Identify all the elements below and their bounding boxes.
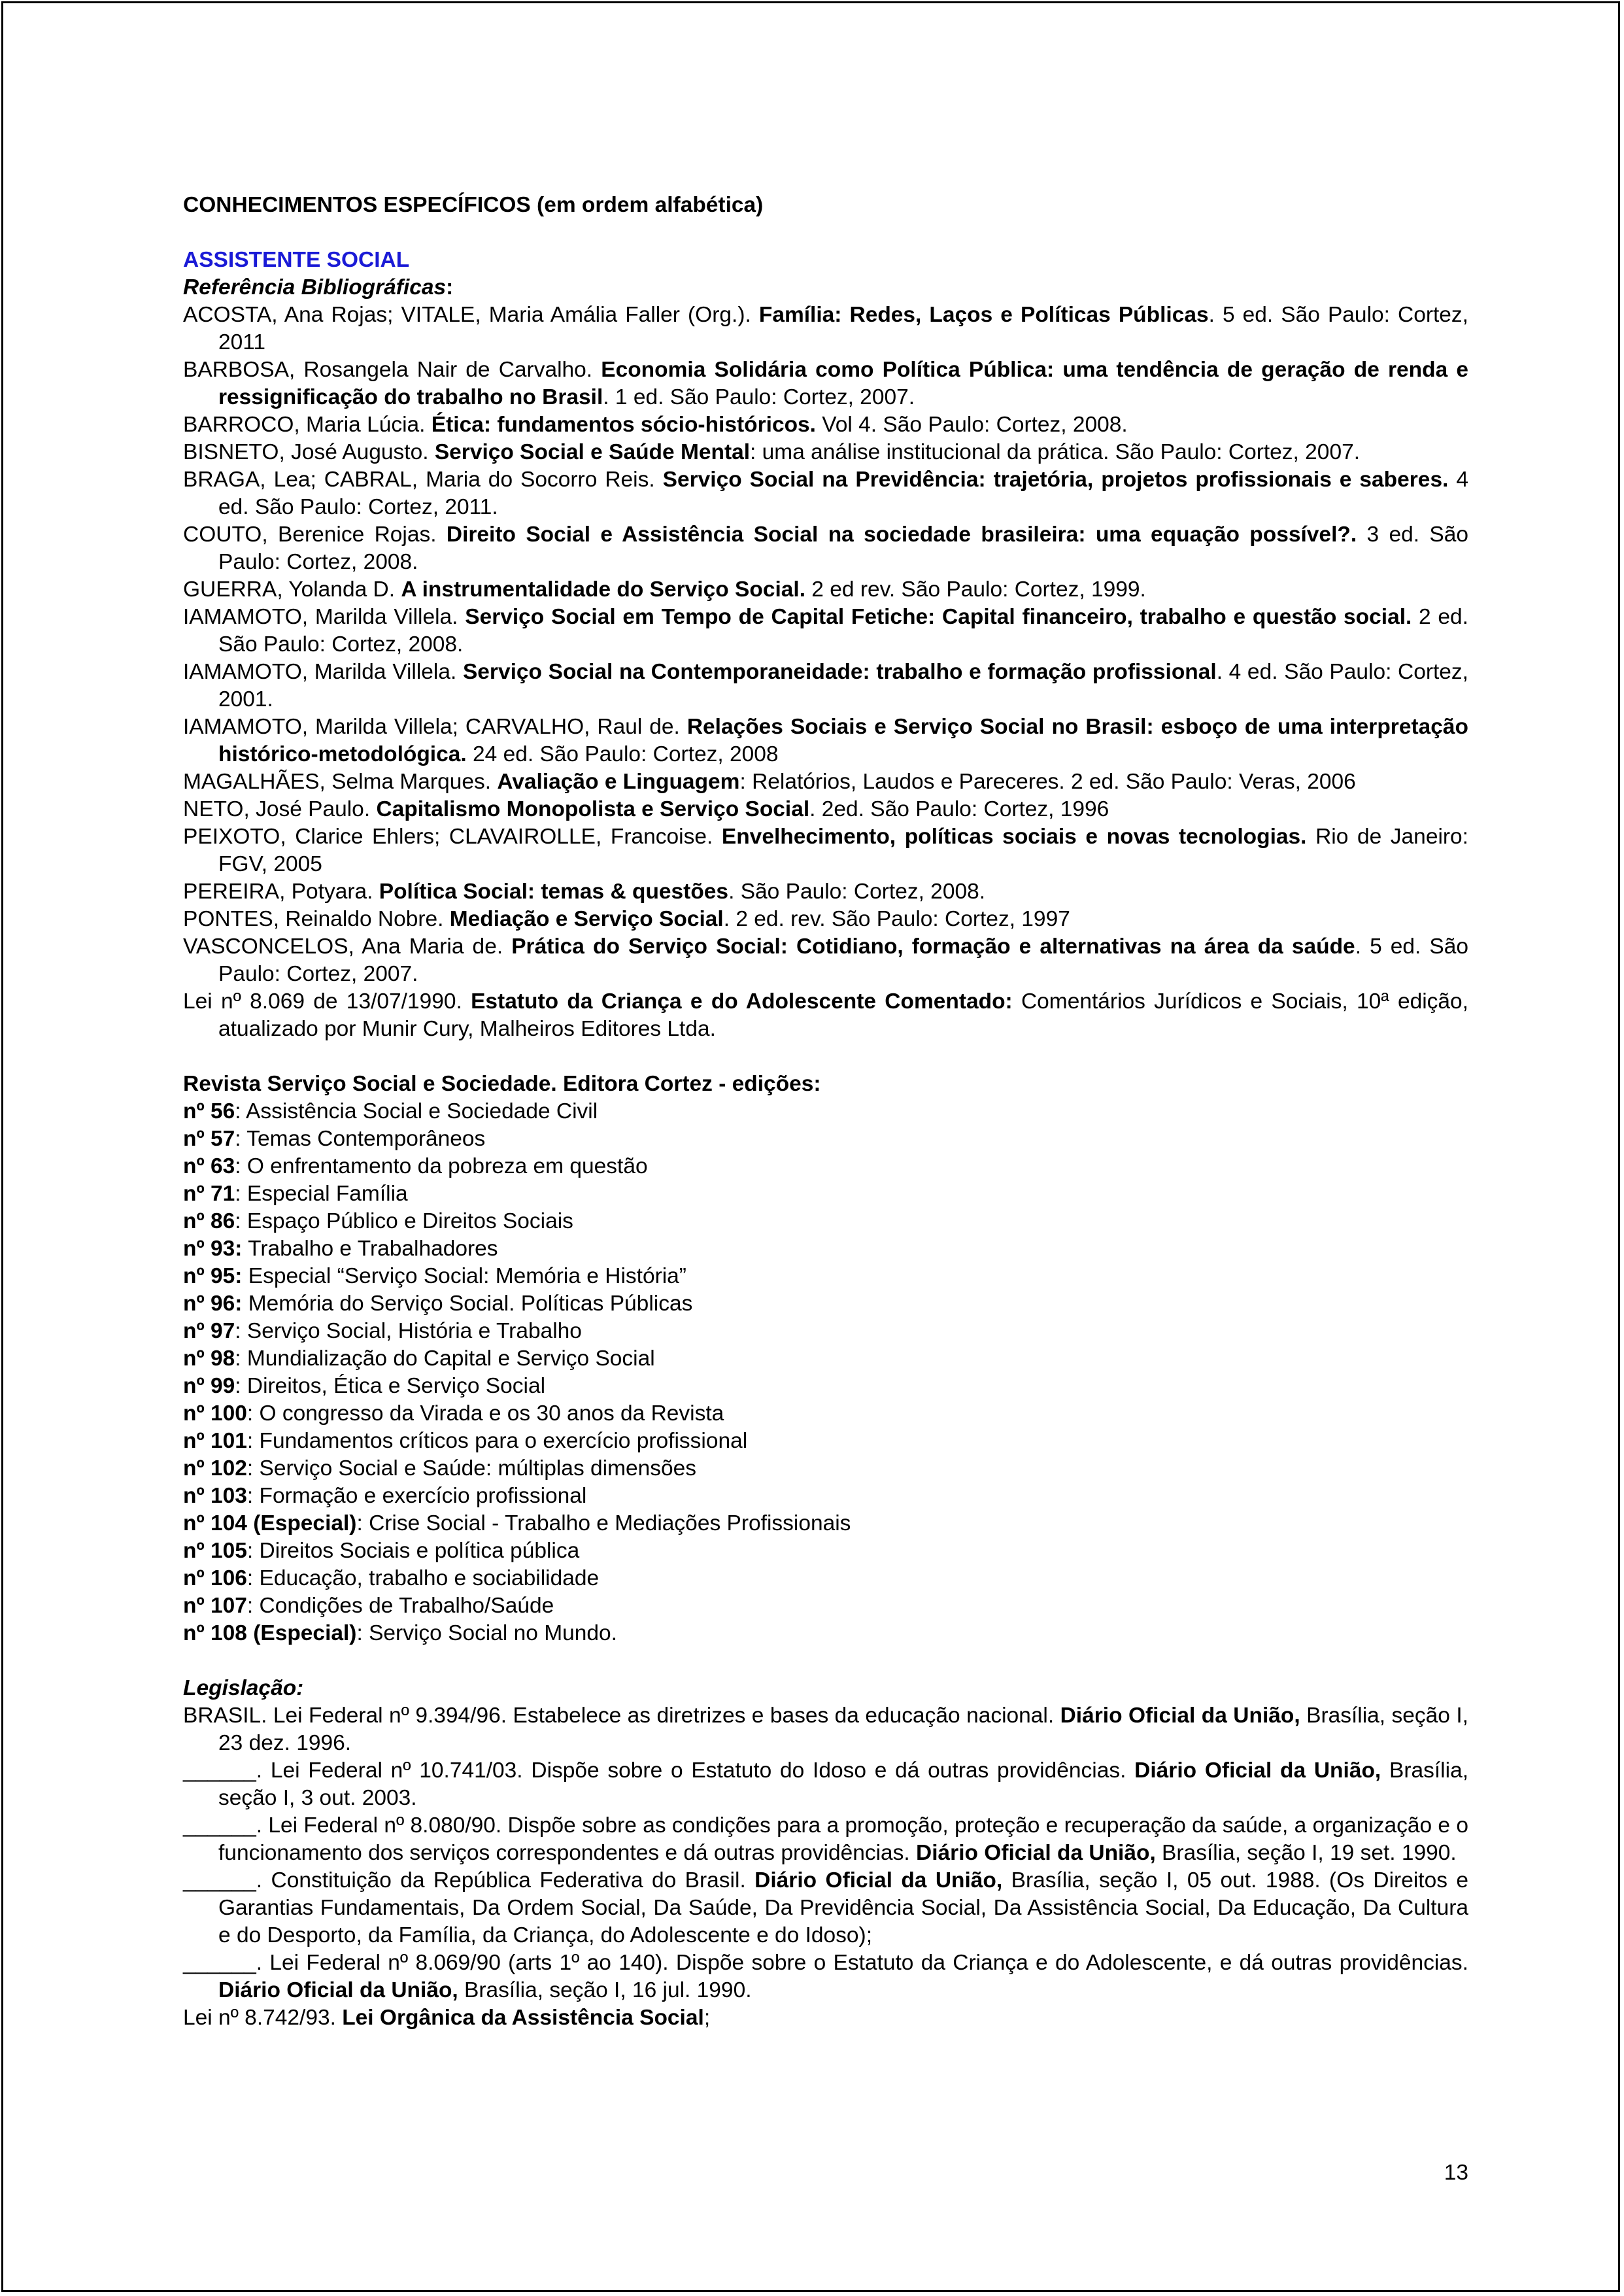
reference-entry-text: MAGALHÃES, Selma Marques. <box>183 770 498 794</box>
reference-entry-details: Rio de Janeiro: FGV, 2005 <box>218 825 1468 876</box>
legislation-entry-title: Diário Oficial da União, <box>1134 1758 1381 1783</box>
reference-entry-details: : Relatórios, Laudos e Pareceres. 2 ed. São Paulo: Veras, 2006 <box>739 770 1356 794</box>
reference-entry-details: . 4 ed. São Paulo: Cortez, 2001. <box>218 660 1468 711</box>
reference-entry <box>183 411 1468 439</box>
edition-item <box>183 1592 1468 1620</box>
legislation-entry-details: Brasília, seção I, 3 out. 2003. <box>218 1758 1469 1810</box>
edition-number: nº 57 <box>183 1127 235 1151</box>
legislation-entry-title: Diário Oficial da União, <box>1060 1704 1300 1728</box>
edition-item <box>183 1180 1468 1208</box>
reference-entry-text: IAMAMOTO, Marilda Villela. <box>183 605 465 629</box>
edition-title: : Crise Social - Trabalho e Mediações Profissionais <box>356 1511 851 1535</box>
reference-entry-title: Relações Sociais e Serviço Social no Brasil: esboço de uma interpretação histórico-metodológica. <box>218 715 1468 766</box>
reference-entry <box>183 604 1468 659</box>
legislation-entry-text: ______. Lei Federal nº 10.741/03. Dispõe sobre o Estatuto do Idoso e dá outras providências. <box>183 1758 1135 1783</box>
edition-item <box>183 1318 1468 1345</box>
edition-item <box>183 1098 1468 1125</box>
reference-entry-details: 24 ed. São Paulo: Cortez, 2008 <box>466 742 779 766</box>
reference-entry-details: . 2 ed. rev. São Paulo: Cortez, 1997 <box>723 907 1070 931</box>
reference-entry <box>183 439 1468 466</box>
reference-entry-text: BARROCO, Maria Lúcia. <box>183 413 431 437</box>
edition-title: : Formação e exercício profissional <box>246 1484 587 1508</box>
reference-entry <box>183 576 1468 604</box>
edition-title: Trabalho e Trabalhadores <box>242 1237 498 1261</box>
references-list <box>183 301 1468 1043</box>
reference-entry-text: VASCONCELOS, Ana Maria de. <box>183 934 512 959</box>
edition-title: : Serviço Social no Mundo. <box>356 1621 617 1645</box>
reference-entry <box>183 878 1468 906</box>
edition-number: nº 98 <box>183 1346 235 1371</box>
reference-entry <box>183 356 1468 411</box>
reference-entry-details: . São Paulo: Cortez, 2008. <box>728 880 986 904</box>
reference-entry <box>183 713 1468 768</box>
edition-title: : Educação, trabalho e sociabilidade <box>246 1566 600 1590</box>
edition-item <box>183 1373 1468 1400</box>
legislation-entry-text: ______. Constituição da República Federativa do Brasil. <box>183 1868 755 1893</box>
edition-title: : Temas Contemporâneos <box>235 1127 486 1151</box>
reference-entry <box>183 301 1468 356</box>
edition-item <box>183 1455 1468 1482</box>
edition-item <box>183 1428 1468 1455</box>
edition-item <box>183 1153 1468 1180</box>
edition-number: nº 102 <box>183 1456 247 1481</box>
page-number: 13 <box>1444 2161 1468 2185</box>
edition-title: : Fundamentos críticos para o exercício profissional <box>246 1429 748 1453</box>
legislation-entry-details: Brasília, seção I, 16 jul. 1990. <box>458 1978 752 2002</box>
edition-title: Especial “Serviço Social: Memória e História” <box>242 1264 686 1288</box>
edition-number: nº 56 <box>183 1099 235 1123</box>
legislation-entry-text: Lei nº 8.742/93. <box>183 2006 343 2030</box>
edition-number: nº 63 <box>183 1154 235 1178</box>
edition-item <box>183 1565 1468 1592</box>
role-title: ASSISTENTE SOCIAL <box>183 248 410 272</box>
edition-title: : O congresso da Virada e os 30 anos da Revista <box>246 1401 724 1426</box>
edition-item <box>183 1263 1468 1290</box>
reference-entry-title: Serviço Social na Previdência: trajetória, projetos profissionais e saberes. <box>662 468 1449 492</box>
reference-entry-title: Prática do Serviço Social: Cotidiano, formação e alternativas na área da saúde <box>511 934 1355 959</box>
edition-item <box>183 1400 1468 1428</box>
reference-entry-text: NETO, José Paulo. <box>183 797 377 821</box>
edition-title: : Assistência Social e Sociedade Civil <box>235 1099 598 1123</box>
edition-item <box>183 1537 1468 1565</box>
legislation-entry <box>183 1949 1468 2004</box>
edition-number: nº 106 <box>183 1566 247 1590</box>
reference-entry-details: . 2ed. São Paulo: Cortez, 1996 <box>809 797 1109 821</box>
revista-heading: Revista Serviço Social e Sociedade. Editora Cortez - edições: <box>183 1072 821 1096</box>
edition-title: : Espaço Público e Direitos Sociais <box>235 1209 573 1233</box>
reference-entry-title: Família: Redes, Laços e Políticas Públicas <box>758 303 1209 327</box>
reference-entry-details: : uma análise institucional da prática. São Paulo: Cortez, 2007. <box>750 440 1361 464</box>
reference-entry-details: Vol 4. São Paulo: Cortez, 2008. <box>815 413 1128 437</box>
reference-entry <box>183 906 1468 933</box>
reference-entry <box>183 466 1468 521</box>
edition-title: : Direitos, Ética e Serviço Social <box>235 1374 546 1398</box>
references-heading <box>183 274 1468 301</box>
edition-item <box>183 1125 1468 1153</box>
reference-entry-text: GUERRA, Yolanda D. <box>183 577 401 602</box>
edition-number: nº 93: <box>183 1237 243 1261</box>
reference-entry <box>183 659 1468 713</box>
document-body <box>183 192 1468 2032</box>
edition-item <box>183 1290 1468 1318</box>
reference-entry-title: Avaliação e Linguagem <box>497 770 740 794</box>
editions-list <box>183 1098 1468 1647</box>
edition-number: nº 108 (Especial) <box>183 1621 357 1645</box>
reference-entry <box>183 933 1468 988</box>
reference-entry-text: COUTO, Berenice Rojas. <box>183 523 447 547</box>
legislation-list <box>183 1702 1468 2032</box>
legislation-entry-text: ______. Lei Federal nº 8.069/90 (arts 1º ao 140). Dispõe sobre o Estatuto da Criança e do Adolescente, e dá outras providências. <box>183 1951 1468 1975</box>
edition-number: nº 101 <box>183 1429 247 1453</box>
edition-item <box>183 1620 1468 1647</box>
reference-entry-title: Ética: fundamentos sócio-históricos. <box>431 413 816 437</box>
reference-entry-text: PONTES, Reinaldo Nobre. <box>183 907 450 931</box>
legislation-entry-details: Brasília, seção I, 05 out. 1988. (Os Direitos e Garantias Fundamentais, Da Ordem Social, Da Saúde, Da Previdência Social, Da Assistência Social, Da Educação, Da Cultura e do Desporto, da Família, da Criança, do Adolescente e do Idoso); <box>218 1868 1469 1947</box>
edition-number: nº 104 (Especial) <box>183 1511 357 1535</box>
legislation-entry <box>183 1812 1468 1867</box>
edition-number: nº 99 <box>183 1374 235 1398</box>
reference-entry <box>183 823 1468 878</box>
edition-title: : O enfrentamento da pobreza em questão <box>235 1154 648 1178</box>
legislation-entry-details: Brasília, seção I, 23 dez. 1996. <box>218 1704 1468 1755</box>
edition-number: nº 105 <box>183 1539 247 1563</box>
reference-entry-title: Economia Solidária como Política Pública: uma tendência de geração de renda e ressignificação do trabalho no Brasil <box>218 358 1468 409</box>
edition-title: : Condições de Trabalho/Saúde <box>246 1594 554 1618</box>
reference-entry-title: A instrumentalidade do Serviço Social. <box>401 577 805 602</box>
edition-number: nº 96: <box>183 1292 243 1316</box>
reference-entry-details: . 1 ed. São Paulo: Cortez, 2007. <box>603 385 915 409</box>
legislation-entry-text: ______. Lei Federal nº 8.080/90. Dispõe sobre as condições para a promoção, proteção e recuperação da saúde, a organização e o funcionamento dos serviços correspondentes e dá outras providências. <box>183 1813 1468 1865</box>
edition-item <box>183 1345 1468 1373</box>
reference-entry-text: Lei nº 8.069 de 13/07/1990. <box>183 989 471 1014</box>
reference-entry-details: 2 ed rev. São Paulo: Cortez, 1999. <box>805 577 1146 602</box>
reference-entry-title: Serviço Social na Contemporaneidade: trabalho e formação profissional <box>462 660 1217 684</box>
legislation-entry-title: Diário Oficial da União, <box>754 1868 1003 1893</box>
section-heading: CONHECIMENTOS ESPECÍFICOS (em ordem alfabética) <box>183 193 764 217</box>
edition-number: nº 107 <box>183 1594 247 1618</box>
legislation-entry <box>183 2004 1468 2032</box>
reference-entry-details: . 5 ed. São Paulo: Cortez, 2011 <box>218 303 1468 354</box>
edition-item <box>183 1510 1468 1537</box>
legislation-entry-details: Brasília, seção I, 19 set. 1990. <box>1155 1841 1457 1865</box>
reference-entry-title: Capitalismo Monopolista e Serviço Social <box>376 797 810 821</box>
edition-number: nº 95: <box>183 1264 243 1288</box>
edition-number: nº 103 <box>183 1484 247 1508</box>
edition-item <box>183 1208 1468 1235</box>
reference-entry-text: IAMAMOTO, Marilda Villela. <box>183 660 463 684</box>
reference-entry-title: Serviço Social em Tempo de Capital Fetiche: Capital financeiro, trabalho e questão social. <box>465 605 1412 629</box>
legislation-entry <box>183 1867 1468 1949</box>
reference-entry-text: BISNETO, José Augusto. <box>183 440 435 464</box>
legislation-entry-title: Diário Oficial da União, <box>916 1841 1156 1865</box>
edition-title: Memória do Serviço Social. Políticas Públicas <box>242 1292 693 1316</box>
reference-entry-details: 2 ed. São Paulo: Cortez, 2008. <box>218 605 1468 657</box>
reference-entry-text: ACOSTA, Ana Rojas; VITALE, Maria Amália Faller (Org.). <box>183 303 759 327</box>
edition-title: : Mundialização do Capital e Serviço Social <box>235 1346 655 1371</box>
legislation-heading: Legislação: <box>183 1676 304 1700</box>
reference-entry <box>183 988 1468 1043</box>
reference-entry-text: PEIXOTO, Clarice Ehlers; CLAVAIROLLE, Francoise. <box>183 825 722 849</box>
legislation-entry-title: Lei Orgânica da Assistência Social <box>342 2006 704 2030</box>
legislation-entry-details: ; <box>703 2006 711 2030</box>
edition-title: : Direitos Sociais e política pública <box>246 1539 580 1563</box>
reference-entry <box>183 768 1468 796</box>
reference-entry-title: Estatuto da Criança e do Adolescente Comentado: <box>471 989 1013 1014</box>
edition-title: : Serviço Social e Saúde: múltiplas dimensões <box>246 1456 696 1481</box>
references-heading-text: Referência Bibliográficas <box>183 275 447 300</box>
reference-entry-title: Política Social: temas & questões <box>379 880 729 904</box>
reference-entry <box>183 796 1468 823</box>
legislation-entry-text: BRASIL. Lei Federal nº 9.394/96. Estabelece as diretrizes e bases da educação nacional. <box>183 1704 1060 1728</box>
reference-entry-details: 3 ed. São Paulo: Cortez, 2008. <box>218 523 1469 574</box>
reference-entry-text: IAMAMOTO, Marilda Villela; CARVALHO, Raul de. <box>183 715 687 739</box>
reference-entry-details: 4 ed. São Paulo: Cortez, 2011. <box>218 468 1468 519</box>
reference-entry-title: Mediação e Serviço Social <box>449 907 724 931</box>
edition-number: nº 71 <box>183 1182 235 1206</box>
reference-entry-title: Envelhecimento, políticas sociais e novas tecnologias. <box>721 825 1307 849</box>
edition-item <box>183 1235 1468 1263</box>
edition-item <box>183 1482 1468 1510</box>
reference-entry <box>183 521 1468 576</box>
edition-title: : Serviço Social, História e Trabalho <box>235 1319 582 1343</box>
reference-entry-title: Serviço Social e Saúde Mental <box>434 440 751 464</box>
edition-number: nº 100 <box>183 1401 247 1426</box>
reference-entry-details: Comentários Jurídicos e Sociais, 10ª edição, atualizado por Munir Cury, Malheiros Editores Ltda. <box>218 989 1468 1041</box>
legislation-entry <box>183 1757 1468 1812</box>
reference-entry-text: PEREIRA, Potyara. <box>183 880 379 904</box>
legislation-entry-title: Diário Oficial da União, <box>218 1978 458 2002</box>
reference-entry-text: BARBOSA, Rosangela Nair de Carvalho. <box>183 358 601 382</box>
references-heading-suffix: : <box>446 275 454 300</box>
reference-entry-details: . 5 ed. São Paulo: Cortez, 2007. <box>218 934 1468 986</box>
edition-title: : Especial Família <box>235 1182 408 1206</box>
reference-entry-text: BRAGA, Lea; CABRAL, Maria do Socorro Reis. <box>183 468 663 492</box>
legislation-entry <box>183 1702 1468 1757</box>
edition-number: nº 86 <box>183 1209 235 1233</box>
edition-number: nº 97 <box>183 1319 235 1343</box>
reference-entry-title: Direito Social e Assistência Social na sociedade brasileira: uma equação possível?. <box>446 523 1357 547</box>
